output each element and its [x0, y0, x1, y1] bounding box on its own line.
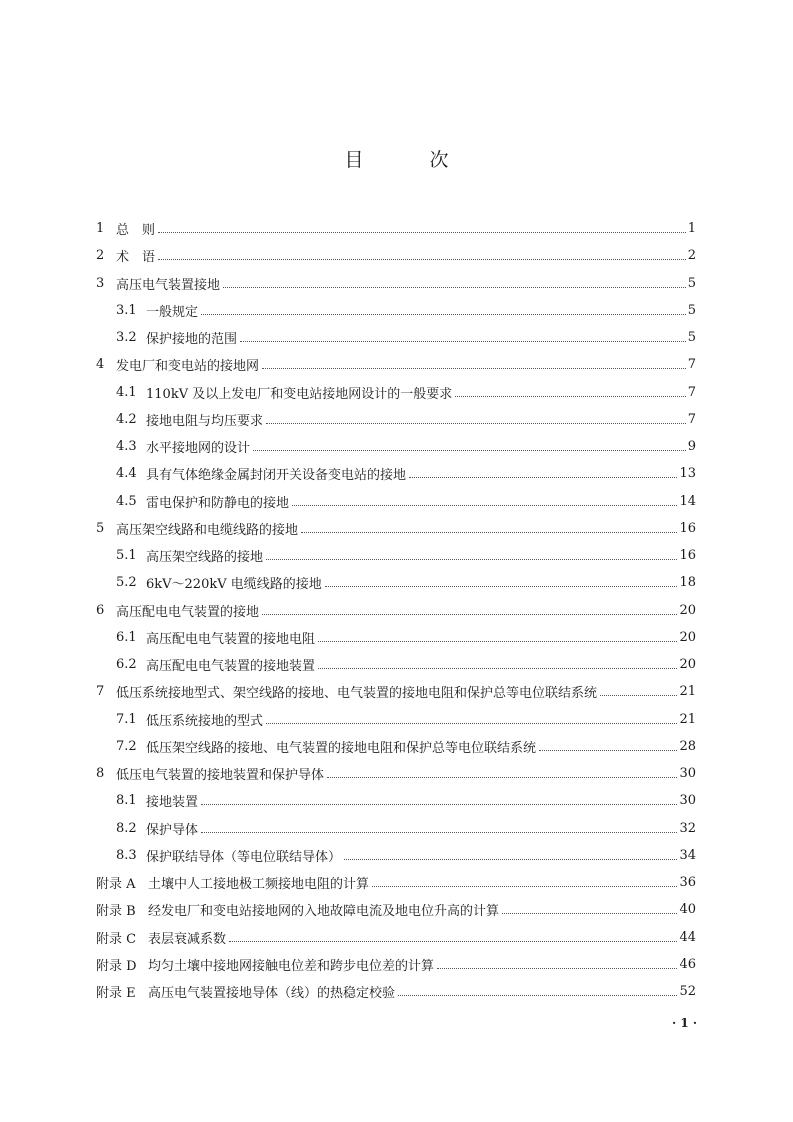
toc-entry-number: 6.2 — [116, 657, 137, 673]
toc-entry[interactable] — [96, 433, 696, 460]
toc-entry-page: 16 — [679, 520, 696, 536]
toc-entry-page: 5 — [687, 275, 696, 291]
page-number: · 1 · — [672, 1016, 698, 1030]
toc-entry-title: 6kV～220kV 电缆线路的接地 — [146, 577, 322, 593]
toc-entry-number: 附录 A — [96, 877, 136, 893]
toc-entry-title: 水平接地网的设计 — [146, 441, 251, 457]
toc-entry-page: 40 — [679, 902, 696, 918]
toc-entry-title: 一般规定 — [146, 304, 199, 320]
toc-entry-title: 接地装置 — [146, 795, 199, 811]
toc-entry-page: 9 — [687, 439, 696, 455]
toc-entry-page: 36 — [679, 875, 696, 891]
toc-entry[interactable] — [96, 706, 696, 733]
dot-leader — [318, 641, 677, 642]
toc-entry-number: 3.2 — [116, 330, 137, 346]
toc-entry-number: 7.1 — [116, 711, 137, 727]
toc-entry[interactable] — [96, 760, 696, 787]
dot-leader — [301, 532, 677, 533]
toc-entry-number: 附录 E — [96, 986, 136, 1002]
toc-entry-number: 6 — [96, 602, 105, 618]
toc-entry[interactable] — [96, 215, 696, 242]
toc-entry[interactable] — [96, 787, 696, 814]
dot-leader — [266, 423, 686, 424]
toc-entry-page: 20 — [679, 657, 696, 673]
dot-leader — [318, 668, 677, 669]
dot-leader — [292, 505, 677, 506]
dot-leader — [266, 723, 677, 724]
toc-entry-title: 经发电厂和变电站接地网的入地故障电流及地电位升高的计算 — [148, 904, 500, 920]
toc-entry-page: 16 — [679, 548, 696, 564]
toc-entry[interactable] — [96, 542, 696, 569]
toc-entry-page: 2 — [687, 248, 696, 264]
toc-entry-number: 4 — [96, 357, 105, 373]
toc-entry-page: 52 — [679, 984, 696, 1000]
toc-entry-title: 高压架空线路的接地 — [146, 550, 264, 566]
dot-leader — [409, 477, 677, 478]
toc-entry-number: 附录 C — [96, 931, 137, 947]
toc-entry[interactable] — [96, 488, 696, 515]
toc-entry-page: 7 — [687, 357, 696, 373]
toc-entry[interactable] — [96, 951, 696, 978]
toc-entry-page: 7 — [687, 384, 696, 400]
toc-entry-number: 5.1 — [116, 548, 137, 564]
toc-entry-page: 20 — [679, 602, 696, 618]
dot-leader — [455, 396, 686, 397]
toc-entry-title: 雷电保护和防静电的接地 — [146, 495, 290, 511]
dot-leader — [398, 995, 677, 996]
toc-entry-page: 30 — [679, 793, 696, 809]
toc-entry-page: 30 — [679, 766, 696, 782]
toc-entry[interactable] — [96, 624, 696, 651]
toc-entry[interactable] — [96, 978, 696, 1005]
toc-entry-number: 4.4 — [116, 466, 137, 482]
toc-entry-number: 5.2 — [116, 575, 137, 591]
toc-entry[interactable] — [96, 242, 696, 269]
toc-entry-title: 高压配电电气装置的接地电阻 — [146, 631, 316, 647]
toc-entry-title: 表层衰减系数 — [148, 931, 227, 947]
toc-entry-number: 附录 D — [96, 958, 137, 974]
toc-entry-number: 4.2 — [116, 411, 137, 427]
toc-entry-number: 附录 B — [96, 904, 136, 920]
toc-entry[interactable] — [96, 815, 696, 842]
dot-leader — [437, 968, 677, 969]
toc-entry-page: 5 — [687, 330, 696, 346]
toc-entry-number: 7 — [96, 684, 105, 700]
toc-entry-title: 均匀土壤中接地网接触电位差和跨步电位差的计算 — [148, 958, 435, 974]
toc-entry-page: 46 — [679, 956, 696, 972]
toc-entry-number: 8 — [96, 766, 105, 782]
toc-entry-title: 总 则 — [116, 223, 156, 239]
toc-entry-page: 44 — [679, 929, 696, 945]
toc-entry[interactable] — [96, 460, 696, 487]
toc-entry-title: 110kV 及以上发电厂和变电站接地网设计的一般要求 — [146, 386, 453, 402]
toc-entry-number: 8.3 — [116, 847, 137, 863]
dot-leader — [502, 913, 677, 914]
toc-entry-title: 高压架空线路和电缆线路的接地 — [116, 522, 299, 538]
toc-entry-title: 低压系统接地的型式 — [146, 713, 264, 729]
toc-entry-page: 34 — [679, 847, 696, 863]
toc-entry[interactable] — [96, 597, 696, 624]
toc-entry-title: 具有气体绝缘金属封闭开关设备变电站的接地 — [146, 468, 407, 484]
toc-entry-title: 高压配电电气装置的接地装置 — [146, 659, 316, 675]
toc-entry-number: 7.2 — [116, 738, 137, 754]
toc-entry[interactable] — [96, 406, 696, 433]
dot-leader — [600, 695, 677, 696]
dot-leader — [240, 341, 686, 342]
toc-entry-number: 5 — [96, 520, 105, 536]
toc-entry-title: 保护联结导体（等电位联结导体） — [146, 849, 342, 865]
dot-leader — [158, 232, 686, 233]
dot-leader — [158, 259, 686, 260]
page-title: 目 次 — [344, 149, 479, 171]
toc-entry-title: 低压系统接地型式、架空线路的接地、电气装置的接地电阻和保护总等电位联结系统 — [116, 686, 598, 702]
toc-entry-number: 3 — [96, 275, 105, 291]
dot-leader — [262, 368, 686, 369]
toc-entry-number: 3.1 — [116, 302, 137, 318]
toc-entry-page: 32 — [679, 820, 696, 836]
toc-entry-title: 低压架空线路的接地、电气装置的接地电阻和保护总等电位联结系统 — [146, 740, 537, 756]
toc-entry[interactable] — [96, 678, 696, 705]
toc-entry-number: 4.3 — [116, 439, 137, 455]
toc-entry[interactable] — [96, 324, 696, 351]
toc-entry[interactable] — [96, 651, 696, 678]
toc-entry-number: 6.1 — [116, 629, 137, 645]
dot-leader — [262, 614, 677, 615]
toc-entry-page: 7 — [687, 411, 696, 427]
toc-entry-title: 高压电气装置接地 — [116, 277, 221, 293]
toc-entry-number: 8.2 — [116, 820, 137, 836]
dot-leader — [229, 941, 677, 942]
toc-entry-title: 接地电阻与均压要求 — [146, 413, 264, 429]
dot-leader — [325, 586, 678, 587]
toc-entry-title: 发电厂和变电站的接地网 — [116, 359, 260, 375]
toc-entry-title: 术 语 — [116, 250, 156, 266]
dot-leader — [344, 859, 677, 860]
toc-entry[interactable] — [96, 569, 696, 596]
toc-entry[interactable] — [96, 379, 696, 406]
dot-leader — [372, 886, 677, 887]
toc-entry-title: 保护接地的范围 — [146, 332, 238, 348]
toc-entry-page: 21 — [679, 711, 696, 727]
dot-leader — [223, 287, 686, 288]
dot-leader — [201, 804, 677, 805]
dot-leader — [253, 450, 686, 451]
toc-entry-page: 18 — [679, 575, 696, 591]
toc-entry-number: 1 — [96, 221, 105, 237]
toc-entry[interactable] — [96, 842, 696, 869]
toc-entry-page: 21 — [679, 684, 696, 700]
toc-entry[interactable] — [96, 297, 696, 324]
toc-entry[interactable] — [96, 351, 696, 378]
toc-entry-title: 低压电气装置的接地装置和保护导体 — [116, 768, 325, 784]
toc-entry-title: 高压电气装置接地导体（线）的热稳定校验 — [148, 986, 396, 1002]
toc-entry[interactable] — [96, 924, 696, 951]
toc-entry-page: 1 — [687, 221, 696, 237]
toc-entry-page: 13 — [679, 466, 696, 482]
toc-entry-page: 28 — [679, 738, 696, 754]
toc-entry-title: 高压配电电气装置的接地 — [116, 604, 260, 620]
toc-entry-page: 20 — [679, 629, 696, 645]
toc-entry-number: 8.1 — [116, 793, 137, 809]
toc-entry-page: 14 — [679, 493, 696, 509]
toc-entry-number: 4.5 — [116, 493, 137, 509]
toc-entry[interactable] — [96, 896, 696, 923]
toc-entry-number: 2 — [96, 248, 105, 264]
dot-leader — [201, 314, 686, 315]
dot-leader — [201, 832, 677, 833]
toc-entry-title: 保护导体 — [146, 822, 199, 838]
toc-entry-number: 4.1 — [116, 384, 137, 400]
toc-entry[interactable] — [96, 733, 696, 760]
toc-entry-title: 土壤中人工接地极工频接地电阻的计算 — [148, 877, 370, 893]
dot-leader — [539, 750, 677, 751]
toc-entry[interactable] — [96, 515, 696, 542]
toc-entry[interactable] — [96, 270, 696, 297]
dot-leader — [266, 559, 677, 560]
dot-leader — [327, 777, 677, 778]
toc-entry-page: 5 — [687, 302, 696, 318]
toc-entry[interactable] — [96, 869, 696, 896]
table-of-contents — [96, 215, 696, 1005]
